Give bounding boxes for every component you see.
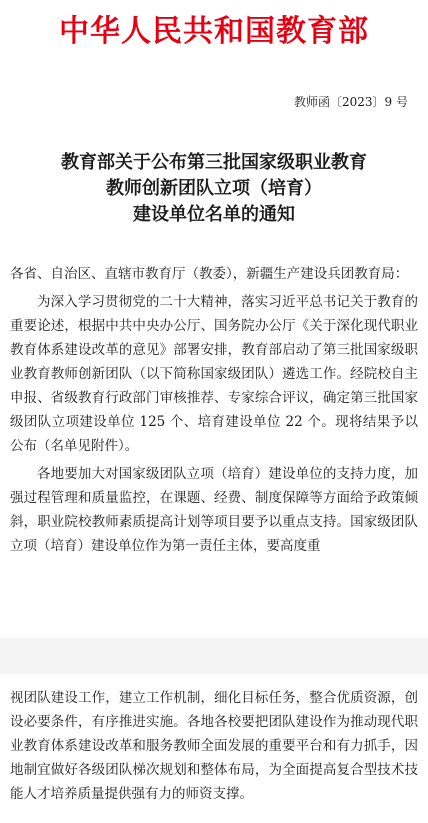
title-line: 建设单位名单的通知 [133, 204, 295, 225]
salutation: 各省、自治区、直辖市教育厅（教委），新疆生产建设兵团教育局： [10, 266, 409, 282]
masthead-ministry-of-education: 中华人民共和国教育部 [59, 14, 369, 49]
title-line: 教师创新团队立项（培育） [106, 178, 322, 199]
document-body [10, 262, 418, 562]
body-paragraph: 各地要加大对国家级团队立项（培育）建设单位的支持力度，加强过程管理和质量监控，在课题、经费、制度保障等方面给予政策倾斜，职业院校教师素质提高计划等项目要予以重点支持。国家级团队立项（培育）建设单位作为第一责任主体，要高度重 [10, 466, 418, 554]
body-paragraph: 为深入学习贯彻党的二十大精神，落实习近平总书记关于教育的重要论述，根据中共中央办公厅、国务院办公厅《关于深化现代职业教育体系建设改革的意见》部署安排，教育部启动了第三批国家级职业教育教师创新团队（以下简称国家级团队）遴选工作。经院校自主申报、省级教育行政部门审核推荐、专家综合评议，确定第三批国家级团队立项建设单位 125 个、培育建设单位 22 个。现将结果予以公布（名单见附件）。 [10, 294, 418, 454]
document-title [0, 150, 428, 228]
body-paragraph-continued: 视团队建设工作，建立工作机制，细化目标任务，整合优质资源，创设必要条件，有序推进实施。各地各校要把团队建设作为推动现代职业教育体系建设改革和服务教师全面发展的重要平台和有力抓手，因地制宜做好各级团队梯次规划和整体布局，为全面提高复合型技术技能人才培养质量提供强有力的师资支撑。 [10, 690, 418, 802]
document-page-2 [0, 674, 428, 823]
document-number: 教师函〔2023〕9 号 [294, 95, 408, 109]
document-body-continued [10, 686, 418, 810]
title-line: 教育部关于公布第三批国家级职业教育 [61, 152, 367, 173]
